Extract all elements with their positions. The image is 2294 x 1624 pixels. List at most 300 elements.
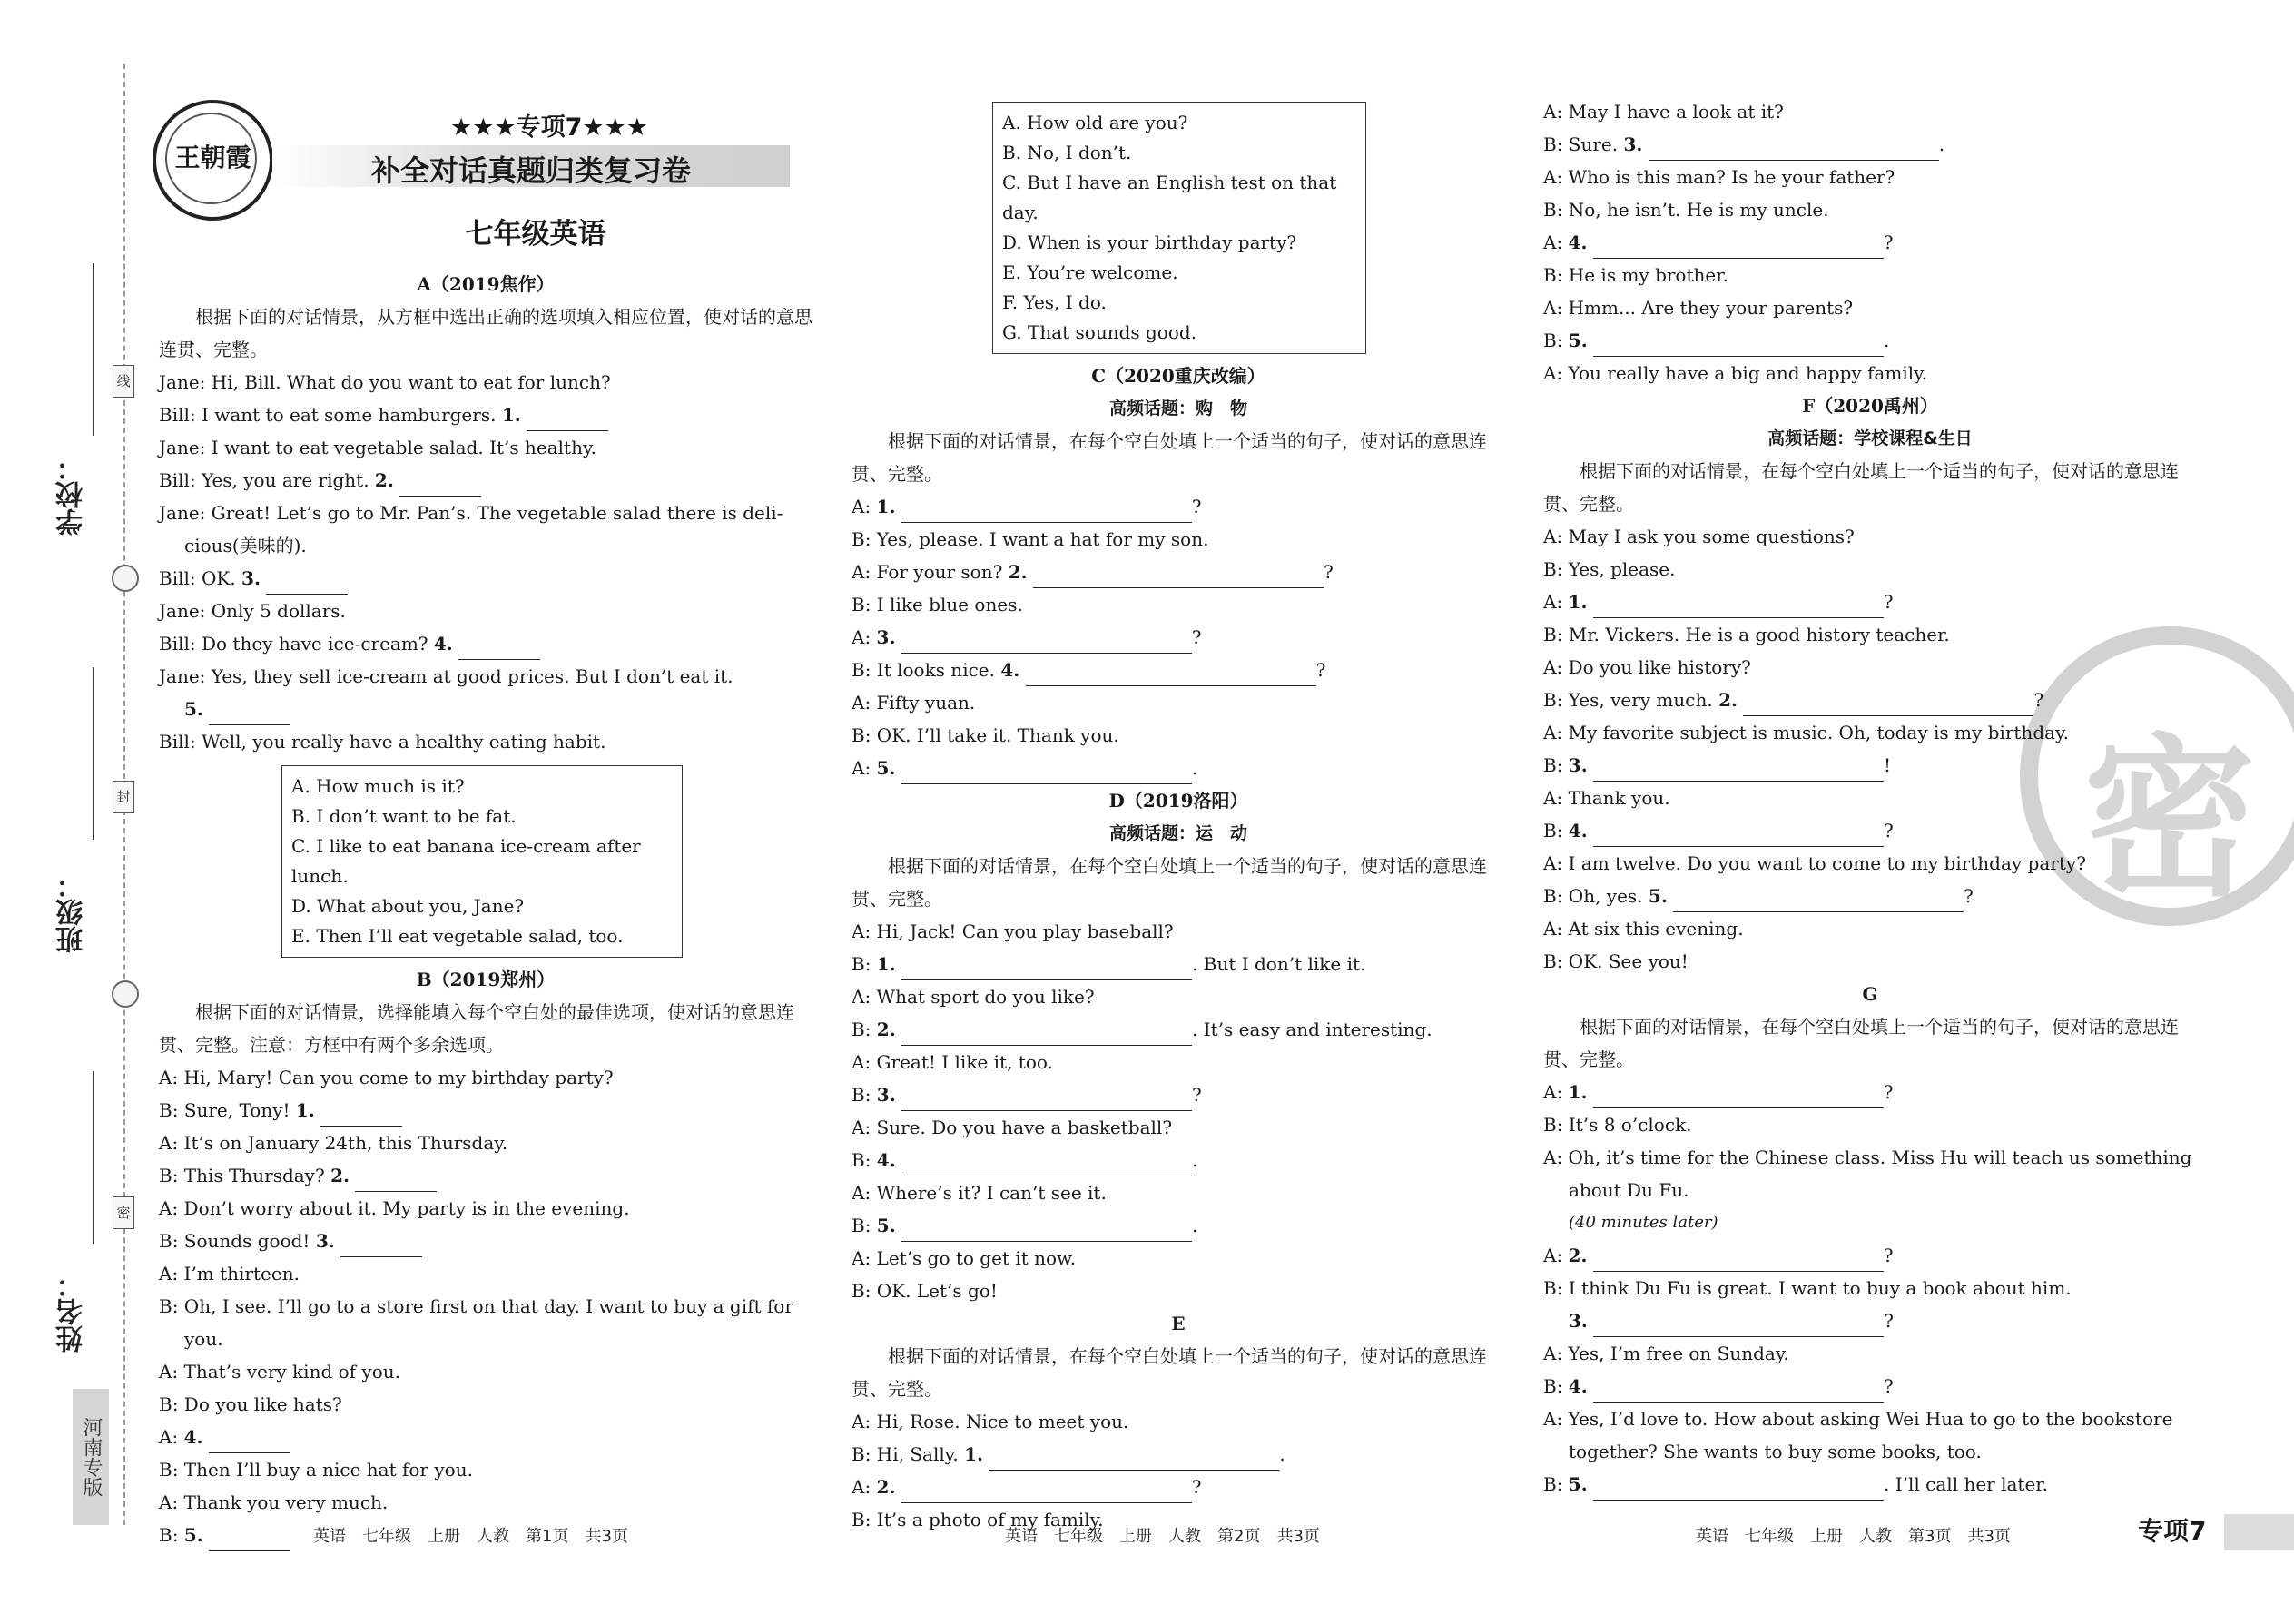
line-suffix: . bbox=[1279, 1443, 1285, 1465]
section-a-options bbox=[291, 772, 673, 951]
tag-secret: 密 bbox=[113, 1196, 134, 1229]
question-number: 4. bbox=[1000, 659, 1020, 681]
line-suffix: ? bbox=[1191, 1476, 1202, 1498]
answer-blank[interactable] bbox=[1649, 136, 1939, 161]
line-text: A: At six this evening. bbox=[1543, 918, 1744, 940]
option-item: A. How old are you? bbox=[1002, 112, 1188, 133]
question-number: 3. bbox=[1623, 133, 1643, 155]
dialogue-line bbox=[852, 1438, 1505, 1471]
school-field[interactable] bbox=[93, 263, 94, 436]
line-suffix: . I’ll call her later. bbox=[1884, 1473, 2048, 1495]
section-a-head: A（2019焦作） bbox=[417, 273, 555, 295]
question-number: 4. bbox=[1568, 231, 1588, 253]
dialogue-line bbox=[1543, 1468, 2197, 1501]
line-text: A: My favorite subject is music. Oh, today is my birthday. bbox=[1543, 722, 2070, 743]
answer-blank[interactable] bbox=[1593, 1378, 1884, 1403]
dialogue-line bbox=[159, 1192, 812, 1225]
line-text: Bill: Do they have ice-cream? bbox=[159, 633, 428, 655]
line-suffix: ? bbox=[1323, 561, 1334, 583]
dialogue-line bbox=[852, 948, 1505, 980]
question-number: 1. bbox=[964, 1443, 984, 1465]
line-text: A: Let’s go to get it now. bbox=[852, 1247, 1077, 1269]
question-number: 5. bbox=[1568, 1473, 1588, 1495]
line-text: A: You really have a big and happy family. bbox=[1543, 362, 1928, 384]
question-number: 1. bbox=[1568, 1081, 1588, 1103]
answer-blank[interactable] bbox=[1033, 564, 1324, 588]
section-c-head: C（2020重庆改编） bbox=[1091, 365, 1265, 387]
line-text: A: What sport do you like? bbox=[852, 986, 1095, 1008]
dialogue-line bbox=[852, 1471, 1505, 1503]
answer-blank[interactable] bbox=[901, 956, 1192, 980]
line-suffix: . It’s easy and interesting. bbox=[1192, 1019, 1433, 1040]
school-label: 学校： bbox=[56, 454, 88, 536]
answer-blank[interactable] bbox=[1593, 332, 1884, 357]
section-b-dialogue bbox=[159, 1061, 812, 1551]
dialogue-line bbox=[852, 588, 1505, 621]
answer-blank[interactable] bbox=[989, 1446, 1279, 1471]
section-a-instructions: 根据下面的对话情景，从方框中选出正确的选项填入相应位置，使对话的意思连贯、完整。 bbox=[159, 306, 812, 360]
line-text: Jane: Yes, they sell ice-cream at good prices. But I don’t eat it. bbox=[159, 665, 733, 687]
option-item: A. How much is it? bbox=[291, 775, 465, 797]
section-g-instructions: 根据下面的对话情景，在每个空白处填上一个适当的句子，使对话的意思连贯、完整。 bbox=[1543, 1016, 2179, 1070]
line-text: B: I like blue ones. bbox=[852, 594, 1023, 615]
option-item: E. You’re welcome. bbox=[1002, 261, 1178, 283]
dialogue-line bbox=[159, 1061, 812, 1094]
line-text: B: This Thursday? bbox=[159, 1165, 325, 1186]
line-text: A: Hi, Mary! Can you come to my birthday party? bbox=[159, 1067, 614, 1088]
question-number: 2. bbox=[374, 469, 394, 491]
dialogue-line bbox=[159, 595, 812, 627]
line-text: A: Sure. Do you have a basketball? bbox=[852, 1117, 1173, 1138]
line-text: A: bbox=[1543, 591, 1563, 613]
stamp-char: 密 bbox=[2083, 719, 2257, 920]
section-d-head: D（2019洛阳） bbox=[1108, 790, 1248, 812]
answer-blank[interactable] bbox=[901, 1479, 1192, 1503]
question-number: 2. bbox=[1718, 689, 1738, 711]
answer-blank[interactable] bbox=[901, 1087, 1192, 1111]
option-item: F. Yes, I do. bbox=[1002, 291, 1107, 313]
line-suffix: ? bbox=[1883, 1081, 1894, 1103]
answer-blank[interactable] bbox=[1593, 1476, 1884, 1501]
section-c-dialogue bbox=[852, 490, 1505, 784]
section-b-options-box bbox=[992, 102, 1366, 354]
dialogue-line bbox=[852, 719, 1505, 752]
publisher-logo bbox=[153, 100, 273, 221]
line-text: B: Sure, Tony! bbox=[159, 1099, 290, 1121]
dialogue-line bbox=[1543, 1076, 2197, 1108]
option-item: G. That sounds good. bbox=[1002, 321, 1197, 343]
option-item: C. I like to eat banana ice-cream after lunch. bbox=[291, 835, 641, 887]
section-g-head: G bbox=[1862, 983, 1878, 1005]
line-text: Jane: Only 5 dollars. bbox=[159, 600, 346, 622]
question-number: 2. bbox=[876, 1019, 896, 1040]
question-number: 5. bbox=[184, 698, 203, 720]
line-suffix: ? bbox=[1191, 626, 1202, 648]
line-text: A: Great! I like it, too. bbox=[852, 1051, 1053, 1073]
line-suffix: . bbox=[1192, 1215, 1198, 1236]
section-c-topic: 高频话题：购 物 bbox=[1108, 399, 1247, 418]
dialogue-line bbox=[1543, 716, 2197, 749]
line-text: A: May I have a look at it? bbox=[1543, 101, 1784, 123]
dialogue-line bbox=[1543, 226, 2197, 259]
dialogue-line bbox=[159, 529, 812, 562]
section-b-instructions: 根据下面的对话情景，选择能填入每个空白处的最佳选项，使对话的意思连贯、完整。注意：方框中有两个多余选项。 bbox=[159, 1001, 794, 1056]
question-number: 3. bbox=[1569, 1310, 1588, 1332]
topic-tag: 专项7 bbox=[2138, 1516, 2207, 1546]
answer-blank[interactable] bbox=[209, 1527, 290, 1551]
line-text: Jane: Hi, Bill. What do you want to eat for lunch? bbox=[159, 371, 611, 393]
line-text: B: bbox=[1543, 754, 1563, 776]
dialogue-line bbox=[1543, 880, 2197, 912]
dialogue-line bbox=[1543, 1370, 2197, 1403]
dialogue-line bbox=[1543, 782, 2197, 814]
line-suffix: ? bbox=[1191, 496, 1202, 517]
question-number: 4. bbox=[433, 633, 453, 655]
line-text: B: Yes, please. bbox=[1543, 558, 1676, 580]
dialogue-line bbox=[1543, 586, 2197, 618]
line-text: A: Hi, Rose. Nice to meet you. bbox=[852, 1411, 1129, 1432]
class-field[interactable] bbox=[93, 667, 94, 840]
dialogue-line bbox=[1543, 1206, 2197, 1239]
line-text: A: For your son? bbox=[852, 561, 1003, 583]
answer-blank[interactable] bbox=[901, 629, 1192, 654]
answer-blank[interactable] bbox=[901, 1021, 1192, 1046]
question-number: 5. bbox=[876, 757, 896, 779]
section-f-instructions: 根据下面的对话情景，在每个空白处填上一个适当的句子，使对话的意思连贯、完整。 bbox=[1543, 460, 2179, 515]
line-suffix: ? bbox=[1883, 231, 1894, 253]
option-item: D. What about you, Jane? bbox=[291, 895, 525, 917]
dialogue-line bbox=[1543, 357, 2197, 389]
dialogue-line bbox=[852, 1275, 1505, 1307]
section-f-dialogue bbox=[1543, 520, 2197, 978]
footer-page-3: 英语 七年级 上册 人教 第3页 共3页 bbox=[1696, 1527, 2011, 1546]
line-text: A: Hi, Jack! Can you play baseball? bbox=[852, 920, 1174, 942]
question-number: 1. bbox=[501, 404, 521, 426]
line-suffix: ? bbox=[2033, 689, 2044, 711]
answer-blank[interactable] bbox=[340, 1233, 422, 1257]
line-text: B: It’s 8 o’clock. bbox=[1543, 1114, 1692, 1136]
answer-blank[interactable] bbox=[266, 570, 348, 595]
question-number: 3. bbox=[876, 626, 896, 648]
line-text: A: Thank you. bbox=[1543, 787, 1670, 809]
topic-tag-band bbox=[2224, 1514, 2294, 1550]
dialogue-line bbox=[852, 556, 1505, 588]
dialogue-line bbox=[159, 497, 812, 529]
answer-blank[interactable] bbox=[1743, 692, 2033, 716]
line-text: B: bbox=[852, 1019, 871, 1040]
line-text: A: Hmm... Are they your parents? bbox=[1543, 297, 1854, 319]
line-text: cious(美味的). bbox=[184, 535, 307, 556]
footer-page-1: 英语 七年级 上册 人教 第1页 共3页 bbox=[313, 1527, 628, 1546]
line-suffix: ? bbox=[1884, 1310, 1894, 1332]
dialogue-line bbox=[159, 725, 812, 758]
section-d-instructions: 根据下面的对话情景，在每个空白处填上一个适当的句子，使对话的意思连贯、完整。 bbox=[852, 855, 1487, 910]
line-text: Bill: OK. bbox=[159, 567, 236, 589]
line-text: B: bbox=[1543, 820, 1563, 842]
line-suffix: ? bbox=[1192, 1084, 1202, 1106]
dialogue-line bbox=[852, 1405, 1505, 1438]
line-text: A: Who is this man? Is he your father? bbox=[1543, 166, 1895, 188]
line-text: A: bbox=[159, 1426, 179, 1448]
line-text: B: Mr. Vickers. He is a good history teacher. bbox=[1543, 624, 1950, 645]
dialogue-line bbox=[1543, 814, 2197, 847]
line-text: A: I am twelve. Do you want to come to my birthday party? bbox=[1543, 852, 2086, 874]
answer-blank[interactable] bbox=[1593, 594, 1884, 618]
line-text: (40 minutes later) bbox=[1569, 1213, 1718, 1232]
edition-label: 河南专版 bbox=[73, 1389, 109, 1525]
line-text: B: bbox=[852, 1215, 871, 1236]
seal-icon bbox=[112, 565, 139, 592]
line-text: B: OK. Let’s go! bbox=[852, 1280, 998, 1302]
dialogue-line bbox=[1543, 1337, 2197, 1370]
footer-page-2: 英语 七年级 上册 人教 第2页 共3页 bbox=[1005, 1527, 1320, 1546]
section-e-continued bbox=[1543, 95, 2197, 389]
line-text: B: OK. I’ll take it. Thank you. bbox=[852, 724, 1119, 746]
answer-blank[interactable] bbox=[1593, 1247, 1884, 1272]
question-number: 5. bbox=[1648, 885, 1668, 907]
paper-title: 补全对话真题归类复习卷 bbox=[370, 153, 691, 188]
option-item: E. Then I’ll eat vegetable salad, too. bbox=[291, 925, 624, 947]
answer-blank[interactable] bbox=[209, 1429, 290, 1453]
line-text: A: Yes, I’m free on Sunday. bbox=[1543, 1343, 1789, 1364]
dialogue-line bbox=[852, 490, 1505, 523]
dialogue-line bbox=[1543, 684, 2197, 716]
dialogue-line bbox=[159, 1094, 812, 1127]
section-f-head: F（2020禹州） bbox=[1802, 395, 1938, 417]
dialogue-line bbox=[852, 1111, 1505, 1144]
dialogue-line bbox=[159, 1421, 812, 1453]
answer-blank[interactable] bbox=[1026, 662, 1316, 686]
name-field[interactable] bbox=[93, 1071, 94, 1244]
dialogue-line bbox=[1543, 912, 2197, 945]
dialogue-line bbox=[159, 693, 812, 725]
dialogue-line bbox=[852, 1144, 1505, 1176]
question-number: 3. bbox=[241, 567, 261, 589]
section-e-dialogue bbox=[852, 1405, 1505, 1536]
line-suffix: . bbox=[1191, 757, 1198, 779]
question-number: 3. bbox=[315, 1230, 335, 1252]
dialogue-line bbox=[852, 1242, 1505, 1275]
option-item: B. No, I don’t. bbox=[1002, 142, 1132, 163]
dialogue-line bbox=[1543, 1239, 2197, 1272]
answer-blank[interactable] bbox=[355, 1167, 437, 1192]
dialogue-line bbox=[852, 1046, 1505, 1078]
question-number: 2. bbox=[876, 1476, 896, 1498]
section-b-head: B（2019郑州） bbox=[416, 969, 556, 990]
answer-blank[interactable] bbox=[901, 1217, 1192, 1242]
dialogue-line bbox=[1543, 847, 2197, 880]
question-number: 3. bbox=[876, 1084, 896, 1106]
line-text: B: bbox=[1543, 1473, 1563, 1495]
line-text: B: It’s a photo of my family. bbox=[852, 1509, 1104, 1530]
line-text: A: Yes, I’d love to. How about asking Wei Hua to go to the bookstore bbox=[1543, 1408, 2173, 1430]
dialogue-line bbox=[852, 752, 1505, 784]
line-suffix: . But I don’t like it. bbox=[1192, 953, 1366, 975]
seal-icon bbox=[112, 980, 139, 1008]
line-text: Jane: Great! Let’s go to Mr. Pan’s. The vegetable salad there is deli- bbox=[159, 502, 783, 524]
line-text: B: bbox=[852, 1149, 871, 1171]
line-text: B: Sounds good! bbox=[159, 1230, 310, 1252]
section-c-instructions: 根据下面的对话情景，在每个空白处填上一个适当的句子，使对话的意思连贯、完整。 bbox=[852, 430, 1487, 485]
section-d-topic: 高频话题：运 动 bbox=[1108, 823, 1247, 843]
line-text: Bill: Well, you really have a healthy eating habit. bbox=[159, 731, 606, 753]
dialogue-line bbox=[1543, 749, 2197, 782]
answer-blank[interactable] bbox=[527, 407, 608, 431]
dialogue-line bbox=[1543, 553, 2197, 586]
dialogue-line bbox=[1543, 128, 2197, 161]
dialogue-line bbox=[1543, 1304, 2197, 1337]
class-label: 班级： bbox=[56, 871, 88, 953]
dialogue-line bbox=[159, 1127, 812, 1159]
line-suffix: ? bbox=[1883, 1245, 1894, 1266]
line-text: A: Fifty yuan. bbox=[852, 692, 976, 714]
line-text: A: That’s very kind of you. bbox=[159, 1361, 400, 1383]
line-suffix: ? bbox=[1315, 659, 1326, 681]
line-text: B: Oh, I see. I’ll go to a store first on that day. I want to buy a gift for bbox=[159, 1295, 793, 1317]
line-text: B: bbox=[1543, 330, 1563, 351]
line-text: B: No, he isn’t. He is my uncle. bbox=[1543, 199, 1829, 221]
line-text: A: bbox=[1543, 231, 1563, 253]
answer-blank[interactable] bbox=[458, 635, 540, 660]
line-text: A: bbox=[852, 496, 871, 517]
dialogue-line bbox=[1543, 324, 2197, 357]
column-2 bbox=[852, 102, 1505, 1536]
dialogue-line bbox=[159, 1290, 812, 1323]
tag-line: 线 bbox=[113, 365, 134, 398]
answer-blank[interactable] bbox=[1593, 1313, 1884, 1337]
column-1 bbox=[159, 268, 812, 1551]
line-suffix: ? bbox=[1884, 820, 1894, 842]
dialogue-line bbox=[852, 1013, 1505, 1046]
dialogue-line bbox=[852, 686, 1505, 719]
answer-blank[interactable] bbox=[901, 498, 1192, 523]
section-a-options-box bbox=[281, 765, 683, 958]
answer-blank[interactable] bbox=[1593, 1084, 1884, 1108]
section-f-topic: 高频话题：学校课程&生日 bbox=[1767, 428, 1973, 448]
question-number: 1. bbox=[876, 496, 896, 517]
section-e-instructions: 根据下面的对话情景，在每个空白处填上一个适当的句子，使对话的意思连贯、完整。 bbox=[852, 1345, 1487, 1400]
line-text: A: Do you like history? bbox=[1543, 656, 1751, 678]
topic-number: ★★★专项7★★★ bbox=[449, 113, 649, 142]
dialogue-line bbox=[159, 1453, 812, 1486]
line-text: B: Yes, very much. bbox=[1543, 689, 1713, 711]
line-text: B: bbox=[852, 953, 871, 975]
line-text: B: I think Du Fu is great. I want to buy a book about him. bbox=[1543, 1277, 2072, 1299]
answer-blank[interactable] bbox=[320, 1102, 402, 1127]
dialogue-line bbox=[1543, 95, 2197, 128]
line-text: together? She wants to buy some books, too. bbox=[1569, 1441, 1982, 1462]
dialogue-line bbox=[159, 464, 812, 497]
line-text: A: Where’s it? I can’t see it. bbox=[852, 1182, 1107, 1204]
line-text: about Du Fu. bbox=[1569, 1179, 1689, 1201]
line-text: A: bbox=[1543, 1245, 1563, 1266]
line-text: A: May I ask you some questions? bbox=[1543, 526, 1855, 547]
question-number: 5. bbox=[1568, 330, 1588, 351]
line-text: Bill: I want to eat some hamburgers. bbox=[159, 404, 497, 426]
line-text: A: Thank you very much. bbox=[159, 1491, 389, 1513]
answer-blank[interactable] bbox=[209, 701, 290, 725]
question-number: 1. bbox=[295, 1099, 315, 1121]
line-text: Jane: I want to eat vegetable salad. It’s healthy. bbox=[159, 437, 596, 458]
line-text: B: Then I’ll buy a nice hat for you. bbox=[159, 1459, 473, 1481]
line-suffix: ! bbox=[1884, 754, 1892, 776]
dialogue-line bbox=[852, 1176, 1505, 1209]
dialogue-line bbox=[159, 627, 812, 660]
line-text: B: OK. See you! bbox=[1543, 950, 1689, 972]
option-item: B. I don’t want to be fat. bbox=[291, 805, 517, 827]
answer-blank[interactable] bbox=[901, 1152, 1192, 1176]
line-text: B: It looks nice. bbox=[852, 659, 995, 681]
line-text: B: Hi, Sally. bbox=[852, 1443, 959, 1465]
dialogue-line bbox=[1543, 259, 2197, 291]
section-d-dialogue bbox=[852, 915, 1505, 1307]
dialogue-line bbox=[159, 431, 812, 464]
dialogue-line bbox=[1543, 1403, 2197, 1435]
dialogue-line bbox=[159, 1486, 812, 1519]
dialogue-line bbox=[1543, 161, 2197, 193]
dialogue-line bbox=[159, 1355, 812, 1388]
dialogue-line bbox=[1543, 193, 2197, 226]
question-number: 5. bbox=[876, 1215, 896, 1236]
question-number: 4. bbox=[1568, 1375, 1588, 1397]
dialogue-line bbox=[852, 980, 1505, 1013]
dialogue-line bbox=[159, 1323, 812, 1355]
section-b-options bbox=[1002, 108, 1356, 348]
answer-blank[interactable] bbox=[1593, 757, 1884, 782]
line-text: A: I’m thirteen. bbox=[159, 1263, 300, 1284]
line-suffix: ? bbox=[1883, 591, 1894, 613]
answer-blank[interactable] bbox=[1593, 234, 1884, 259]
dialogue-line bbox=[159, 399, 812, 431]
line-text: B: bbox=[1543, 1375, 1563, 1397]
line-suffix: . bbox=[1884, 330, 1890, 351]
dialogue-line bbox=[1543, 291, 2197, 324]
line-text: A: It’s on January 24th, this Thursday. bbox=[159, 1132, 508, 1154]
question-number: 5. bbox=[183, 1524, 203, 1546]
line-text: A: bbox=[1543, 1081, 1563, 1103]
grade-title: 七年级英语 bbox=[465, 218, 606, 251]
line-text: A: bbox=[852, 757, 871, 779]
answer-blank[interactable] bbox=[901, 760, 1192, 784]
dialogue-line bbox=[1543, 1174, 2197, 1206]
line-text: Bill: Yes, you are right. bbox=[159, 469, 369, 491]
dialogue-line bbox=[159, 1257, 812, 1290]
answer-blank[interactable] bbox=[1593, 822, 1884, 847]
option-item: C. But I have an English test on that day. bbox=[1002, 172, 1337, 223]
tag-seal: 封 bbox=[113, 781, 134, 813]
question-number: 1. bbox=[876, 953, 896, 975]
question-number: 3. bbox=[1568, 754, 1588, 776]
line-text: A: bbox=[852, 626, 871, 648]
section-e-head: E bbox=[1171, 1313, 1186, 1334]
dialogue-line bbox=[852, 1078, 1505, 1111]
dialogue-line bbox=[1543, 1141, 2197, 1174]
answer-blank[interactable] bbox=[1673, 888, 1964, 912]
line-text: A: Oh, it’s time for the Chinese class. Miss Hu will teach us something bbox=[1543, 1147, 2192, 1168]
question-number: 2. bbox=[1568, 1245, 1588, 1266]
line-text: A: Don’t worry about it. My party is in the evening. bbox=[159, 1197, 630, 1219]
line-text: B: Oh, yes. bbox=[1543, 885, 1643, 907]
question-number: 1. bbox=[1568, 591, 1588, 613]
line-suffix: ? bbox=[1884, 1375, 1894, 1397]
answer-blank[interactable] bbox=[399, 472, 481, 497]
dialogue-line bbox=[159, 660, 812, 693]
option-item: D. When is your birthday party? bbox=[1002, 231, 1297, 253]
line-suffix: ? bbox=[1964, 885, 1974, 907]
dialogue-line bbox=[1543, 1108, 2197, 1141]
line-text: B: Yes, please. I want a hat for my son. bbox=[852, 528, 1209, 550]
section-a-dialogue bbox=[159, 366, 812, 758]
